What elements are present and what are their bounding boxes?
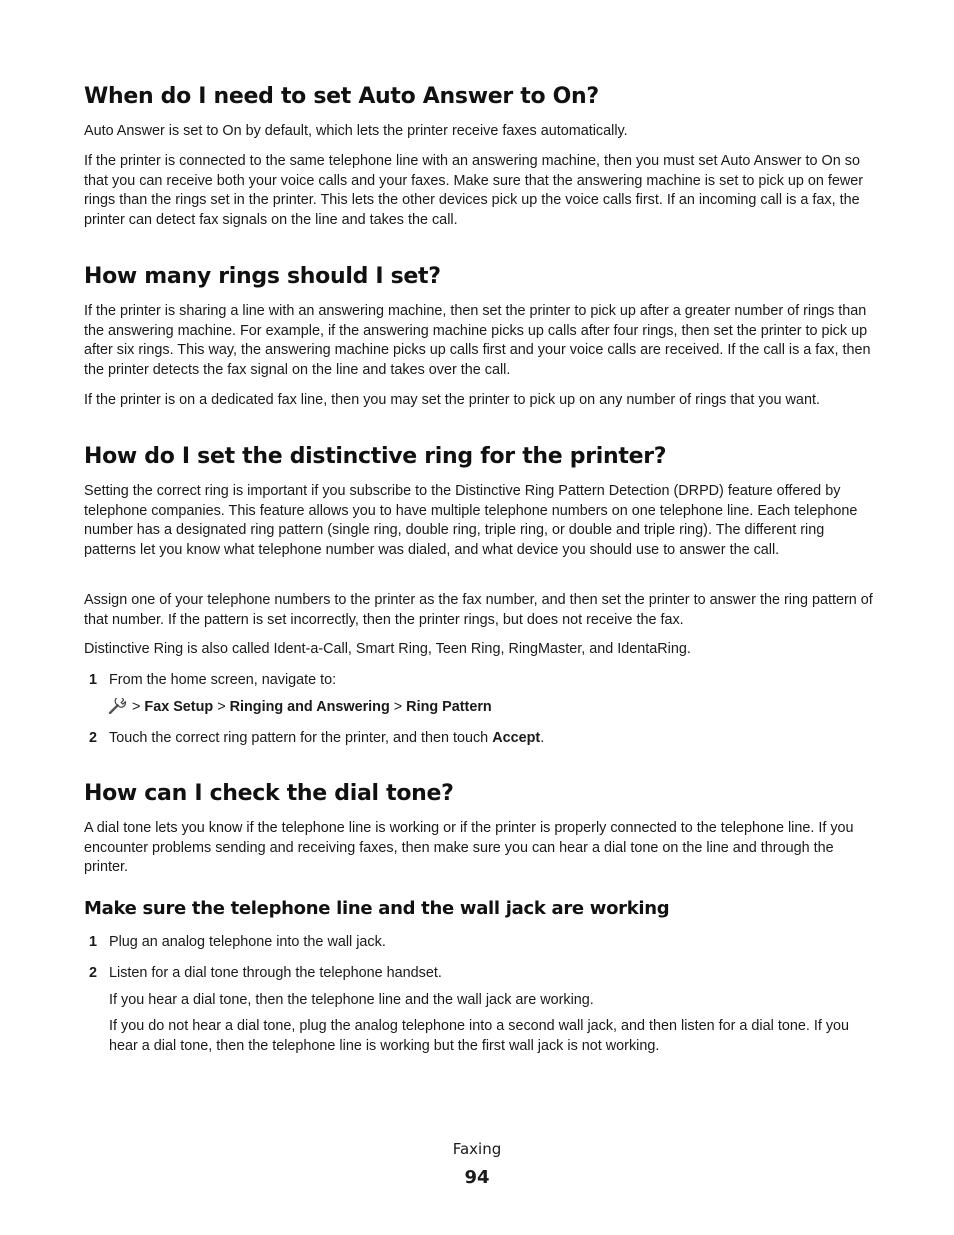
paragraph: If the printer is sharing a line with an answering machine, then set the printer to pick up after a greater number of rings than the answering machine. For example, if the answering machine picks up calls after four rings, then set the printer to pick up after six rings. This way, the answering machine picks up calls first and your voice calls are received. If the call is a fax, then the printer detects the fax signal on the line and takes over the call. [84,303,871,379]
path-item-fax-setup: Fax Setup [144,699,214,715]
paragraph: If the printer is on a dedicated fax line, then you may set the printer to pick up on any number of rings that you want. [84,392,820,408]
heading-dial-tone: How can I check the dial tone? [84,781,454,806]
heading-distinctive-ring: How do I set the distinctive ring for the printer? [84,444,667,469]
path-separator: > [132,699,141,715]
path-separator: > [393,699,403,715]
paragraph: If the printer is connected to the same telephone line with an answering machine, then you must set Auto Answer to On so that you can receive both your voice calls and your faxes. Make sure that the answering machine is set to pick up on fewer rings than the rings set in the printer. This lets the other devices pick up the voice calls first. If an incoming call is a fax, the printer can detect fax signals on the line and takes the call. [84,153,864,229]
navigation-path [108,698,492,718]
step-text-plain: . [540,730,545,746]
step-number: 1 [89,934,98,950]
paragraph: Auto Answer is set to On by default, which lets the printer receive faxes automatically. [84,123,628,139]
footer-section-title: Faxing [452,1140,502,1158]
step-note: If you do not hear a dial tone, plug the analog telephone into a second wall jack, and then listen for a dial tone. If you hear a dial tone, then the telephone line is working but the first wall jack is not working. [109,1018,850,1054]
paragraph: Distinctive Ring is also called Ident-a-Call, Smart Ring, Teen Ring, RingMaster, and IdentaRing. [84,641,691,657]
paragraph: A dial tone lets you know if the telephone line is working or if the printer is properly connected to the telephone line. If you encounter problems sending and receiving faxes, then make sure you can hear a dial tone on the line and through the printer. [84,820,854,876]
heading-how-many-rings: How many rings should I set? [84,264,441,289]
step-number: 1 [89,672,98,688]
step-text-plain: Touch the correct ring pattern for the printer, and then touch [109,730,493,746]
paragraph: Setting the correct ring is important if you subscribe to the Distinctive Ring Pattern Detection (DRPD) feature offered by telephone companies. This feature allows you to have multiple telephone numbers on one telephone line. Each telephone number has a designated ring pattern (single ring, double ring, triple ring, or double and triple ring). The different ring patterns let you know what telephone number was dialed, and what device you should use to answer the call. [84,483,858,559]
step-text: Listen for a dial tone through the telephone handset. [109,965,442,981]
footer-page-number: 94 [464,1167,490,1188]
step-text: From the home screen, navigate to: [109,672,337,688]
path-item-ring-pattern: Ring Pattern [406,699,492,715]
wrench-icon [108,698,128,714]
subheading-wall-jack: Make sure the telephone line and the wall jack are working [84,898,670,919]
heading-auto-answer: When do I need to set Auto Answer to On? [84,84,599,109]
step-number: 2 [89,730,98,746]
path-separator: > [217,699,226,715]
step-text [109,729,874,749]
path-item-ringing-answering: Ringing and Answering [229,699,390,715]
step-number: 2 [89,965,98,981]
step-text-bold: Accept [492,730,541,746]
paragraph: Assign one of your telephone numbers to the printer as the fax number, and then set the printer to answer the ring pattern of that number. If the pattern is set incorrectly, then the printer rings, but does not receive the fax. [84,592,873,628]
step-text: Plug an analog telephone into the wall jack. [109,934,386,950]
step-note: If you hear a dial tone, then the telephone line and the wall jack are working. [109,992,594,1008]
